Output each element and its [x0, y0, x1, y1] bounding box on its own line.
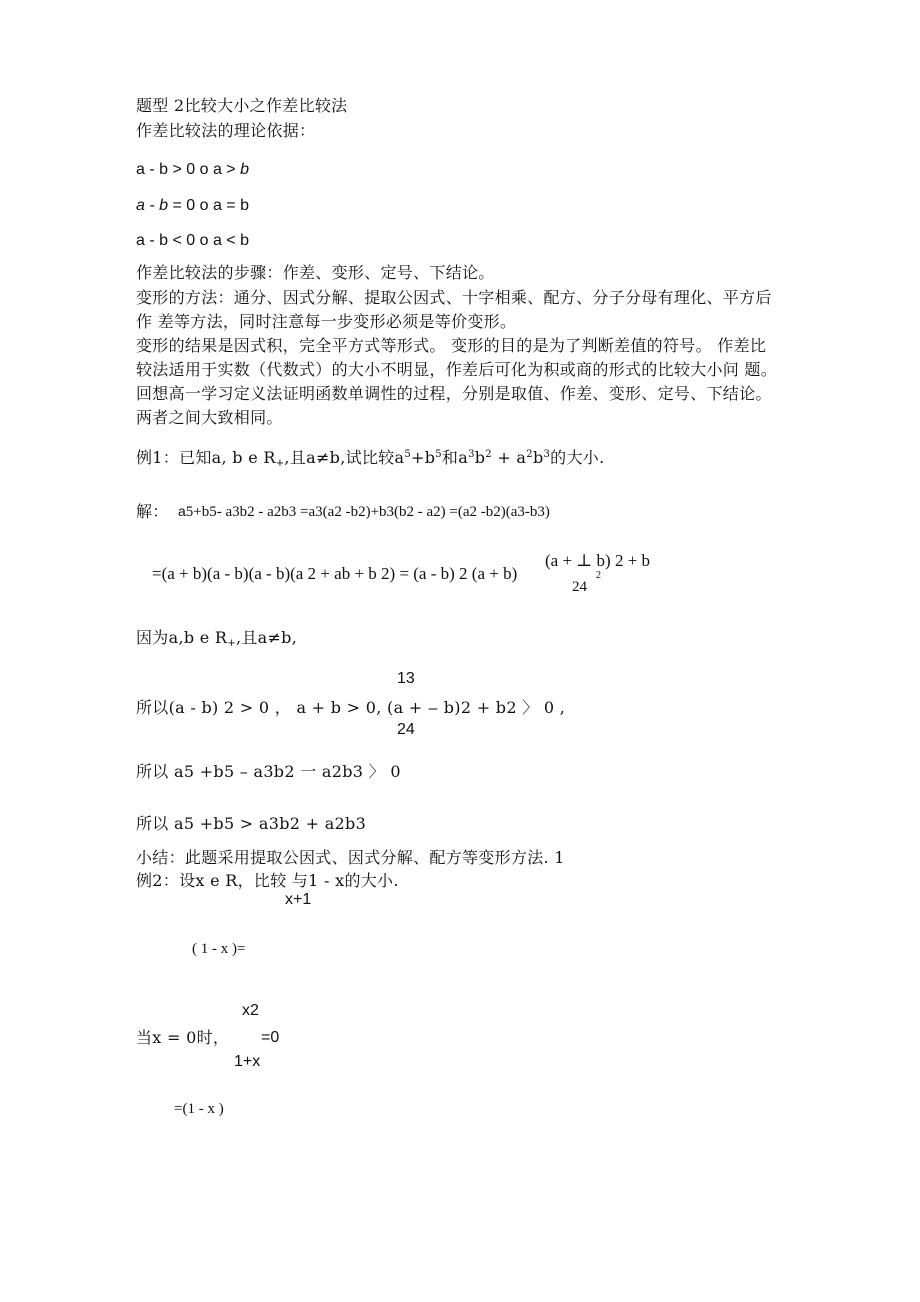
example2-numerator-x2: x2	[242, 1002, 259, 1019]
methods-text-2: 作 差等方法，同时注意每一步变形必须是等价变形。	[136, 312, 517, 331]
solution-fraction-exponent: 2	[596, 570, 601, 581]
summary-text: 小结：此题采用提取公因式、因式分解、配方等变形方法. 1	[136, 848, 565, 867]
so-line-1: 所以(a - b) 2 > 0 ， a + b > 0, (a + ‒ b)2 + b2 〉 0 ,	[136, 698, 566, 717]
methods-text-1: 变形的方法：通分、因式分解、提取公因式、十字相乘、配方、分子分母有理化、平方后	[136, 288, 772, 307]
example2-expression-1: ( 1 - x )=	[192, 941, 246, 957]
solution-line-2: =(a + b)(a - b)(a - b)(a 2 + ab + b 2) = (a - b) 2 (a + b)	[152, 564, 518, 583]
example2-equals-zero: =0	[261, 1029, 280, 1046]
fraction-denominator-24: 24	[397, 721, 415, 738]
solution-fraction-bottom: 24	[572, 579, 587, 595]
because-line: 因为a,b e $R_+$,且a≠b,	[136, 628, 298, 649]
recall-text-2: 两者之间大致相同。	[136, 408, 283, 427]
solution-label: 解：	[136, 502, 169, 521]
steps-text: 作差比较法的步骤：作差、变形、定号、下结论。	[136, 263, 495, 282]
theory-heading: 作差比较法的理论依据：	[136, 121, 316, 140]
result-text-1: 变形的结果是因式积，完全平方式等形式。 变形的目的是为了判断差值的符号。 作差比	[136, 336, 767, 355]
solution-line-1: a5+b5- a3b2 - a2b3 =a3(a2 -b2)+b3(b2 - a2) =(a2 -b2)(a3-b3)	[178, 503, 550, 520]
rule-greater: a - b > 0 o a > b	[136, 161, 249, 178]
page-title: 题型 2比较大小之作差比较法	[136, 96, 348, 115]
rule-less: a - b < 0 o a < b	[136, 232, 249, 249]
solution-fraction-top: (a + ⊥ b) 2 + b	[545, 551, 651, 570]
result-text-2: 较法适用于实数（代数式）的大小不明显，作差后可化为积或商的形式的比较大小问 题。	[136, 360, 778, 379]
example2-denominator-2: 1+x	[234, 1053, 261, 1070]
example1-statement: 例1：已知a, b e $R_+$,且a≠b,试比较$a^5+b^5$和$a^3b^2 + a^2b^3$的大小.	[136, 448, 605, 469]
example2-statement: 例2：设x e R，比较 与1 - x的大小.	[136, 871, 399, 890]
example2-expression-2: =(1 - x )	[174, 1101, 224, 1117]
fraction-numerator-13: 13	[397, 670, 415, 687]
so-line-3: 所以 a5 +b5 > a3b2 + a2b3	[136, 814, 367, 833]
rule-equal: a - b = 0 o a = b	[136, 197, 249, 214]
so-line-2: 所以 a5 +b5 – a3b2 一 a2b3 〉 0	[136, 762, 401, 781]
example2-denominator: x+1	[285, 891, 312, 908]
example2-when-x-zero: 当x = 0时，	[136, 1028, 230, 1047]
recall-text-1: 回想高一学习定义法证明函数单调性的过程，分别是取值、作差、变形、定号、下结论。	[136, 384, 772, 403]
